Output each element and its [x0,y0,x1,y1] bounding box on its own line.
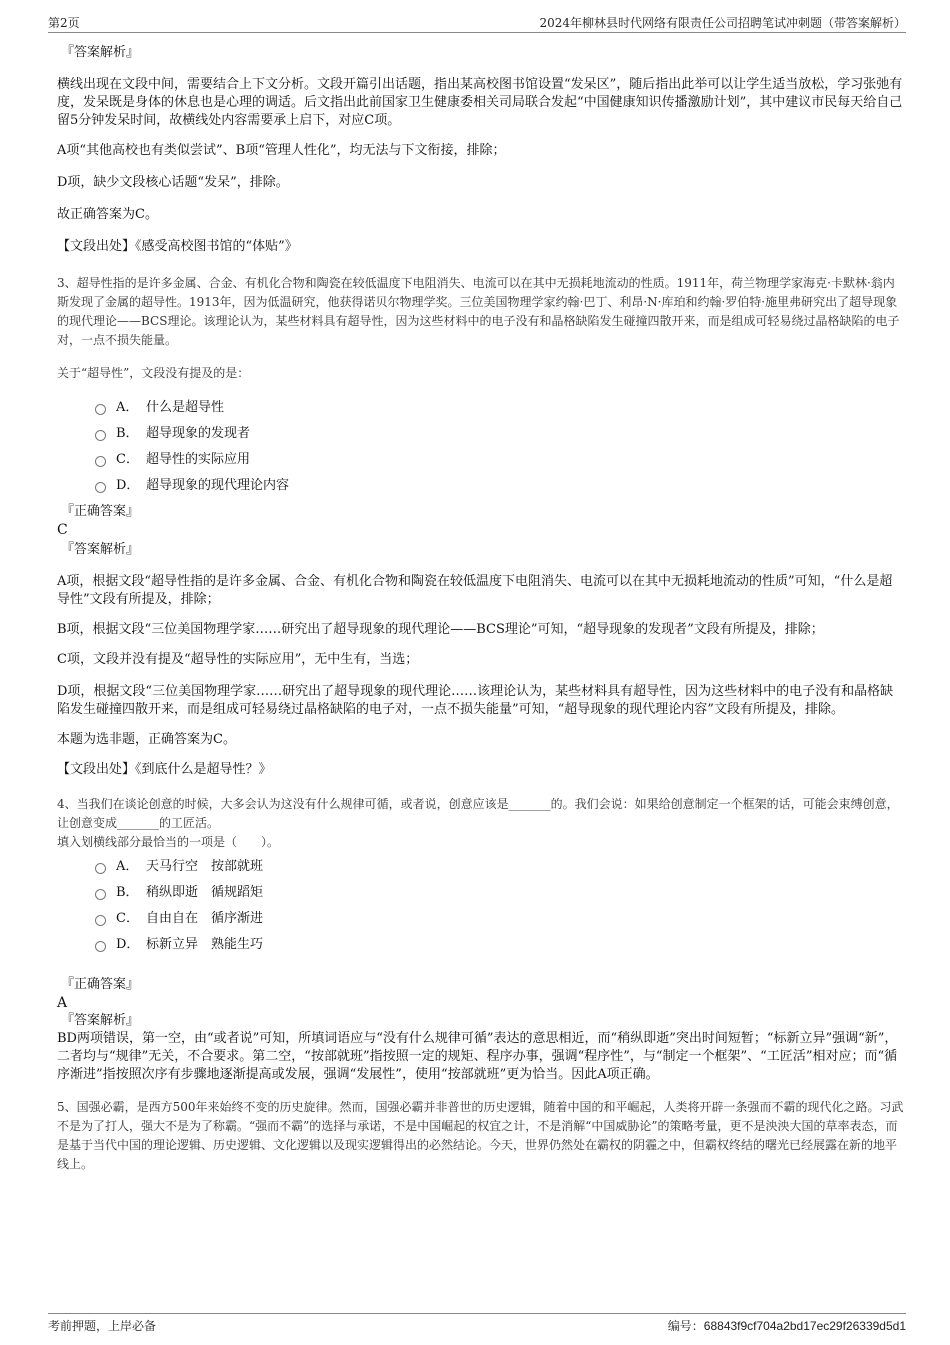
document-code-label: 编号： [667,1319,704,1333]
radio-icon[interactable] [95,941,106,952]
q2-explain-para-1: 横线出现在文段中间，需要结合上下文分析。文段开篇引出话题，指出某高校图书馆设置“发呆区”，随后指出此举可以让学生适当放松，学习张弛有度，发呆既是身体的休息也是心理的调适。后文指出此前国家卫生健康委相关司局联合发起“中国健康知识传播激励计划”，其中建议市民每天给自己留5分钟发呆时间，故横线处内容需要承上启下，对应C项。 [57,77,903,128]
document-code-value: 68843f9cf704a2bd17ec29f26339d5d1 [703,1319,906,1333]
radio-icon[interactable] [95,430,106,441]
q4-explain: BD两项错误，第一空，由“或者说”可知，所填词语应与“没有什么规律可循”表达的意思相近，而“稍纵即逝”突出时间短暂；“标新立异”强调“新”，二者均与“规律”无关，不合要求。第二空，“按部就班”指按照一定的规矩、程序办事，强调“程序性”，与“制定一个框架”、“工匠活”相对应；而“循序渐进”指按照次序有步骤地逐渐提高或发展，强调“发展性”，使用“按部就班”更为恰当。因此A项正确。 [57,1031,898,1082]
q3-explain-para-b: B项，根据文段“三位美国物理学家……研究出了超导现象的现代理论——BCS理论”可知，“超导现象的发现者”文段有所提及，排除； [57,622,824,637]
q4-option-b[interactable]: B． 稍纵即逝 循规蹈矩 [95,880,904,906]
radio-icon[interactable] [95,482,106,493]
q3-option-d[interactable]: D． 超导现象的现代理论内容 [95,473,904,499]
q4-option-c[interactable]: C． 自由自在 循序渐进 [95,906,904,932]
q2-explain-para-3: D项，缺少文段核心话题“发呆”，排除。 [57,175,289,190]
radio-icon[interactable] [95,456,106,467]
q3-explain-label: 『答案解析』 [61,542,140,557]
footer-slogan: 考前押题，上岸必备 [48,1319,157,1333]
q3-answer: C [57,522,68,538]
document-code [668,1317,906,1334]
q2-explain-label: 『答案解析』 [61,45,140,60]
page-footer [48,1313,906,1335]
radio-icon[interactable] [95,889,106,900]
q4-option-a[interactable]: A． 天马行空 按部就班 [95,854,904,880]
q3-source: 【文段出处】《到底什么是超导性？》 [57,762,272,777]
q4-answer-label: 『正确答案』 [61,977,140,992]
q4-options [95,854,904,958]
q4-answer: A [57,995,68,1011]
q3-option-b[interactable]: B． 超导现象的发现者 [95,421,904,447]
q3-explain-conclusion: 本题为选非题，正确答案为C。 [57,732,236,747]
q2-source: 【文段出处】《感受高校图书馆的“体贴”》 [57,239,298,254]
q3-option-a[interactable]: A． 什么是超导性 [95,395,904,421]
q3-passage: 3、超导性指的是许多金属、合金、有机化合物和陶瓷在较低温度下电阻消失、电流可以在其中无损耗地流动的性质。1911年，荷兰物理学家海克·卡默林·翁内斯发现了金属的超导性。1913年，因为低温研究，他获得诺贝尔物理学奖。三位美国物理学家约翰·巴丁、利昂·N·库珀和约翰·罗伯特·施里弗研究出了超导现象的现代理论——BCS理论。该理论认为，某些材料具有超导性，因为这些材料中的电子没有和晶格缺陷发生碰撞四散开来，而是组成可轻易绕过晶格缺陷的电子对，一点不损失能量。 [57,276,900,347]
radio-icon[interactable] [95,404,106,415]
q4-option-d[interactable]: D． 标新立异 熟能生巧 [95,932,904,958]
q3-option-c[interactable]: C． 超导性的实际应用 [95,447,904,473]
q4-passage: 4、当我们在谈论创意的时候，大多会认为这没有什么规律可循，或者说，创意应该是_______的。我们会说：如果给创意制定一个框架的话，可能会束缚创意，让创意变成_______的工匠活。 [57,797,899,830]
q2-explain-conclusion: 故正确答案为C。 [57,207,158,222]
q4-question: 填入划横线部分最恰当的一项是（ ）。 [57,835,280,849]
radio-icon[interactable] [95,863,106,874]
q3-question: 关于“超导性”，文段没有提及的是： [57,366,250,380]
page-content [57,44,904,1174]
q3-explain-para-a: A项，根据文段“超导性指的是许多金属、合金、有机化合物和陶瓷在较低温度下电阻消失、电流可以在其中无损耗地流动的性质”可知，“什么是超导性”文段有所提及，排除； [57,574,893,607]
radio-icon[interactable] [95,915,106,926]
q3-options [95,395,904,499]
q2-explain-para-2: A项“其他高校也有类似尝试”、B项“管理人性化”，均无法与下文衔接，排除； [57,143,506,158]
page-number: 第2页 [48,16,80,30]
q3-answer-label: 『正确答案』 [61,504,140,519]
q5-passage: 5、国强必霸，是西方500年来始终不变的历史旋律。然而，国强必霸并非普世的历史逻辑，随着中国的和平崛起，人类将开辟一条强而不霸的现代化之路。习武不是为了打人，强大不是为了称霸。“强而不霸”的选择与承诺，不是中国崛起的权宜之计，不是消解“中国威胁论”的策略考量，更不是泱泱大国的草率表态，而是基于当代中国的理论逻辑、历史逻辑、文化逻辑以及现实逻辑得出的必然结论。今天，世界仍然处在霸权的阴霾之中，但霸权终结的曙光已经展露在新的地平线上。 [57,1100,904,1171]
q3-explain-para-c: C项，文段并没有提及“超导性的实际应用”，无中生有，当选； [57,652,419,667]
document-title: 2024年柳林县时代网络有限责任公司招聘笔试冲刺题（带答案解析） [539,16,906,30]
q3-explain-para-d: D项，根据文段“三位美国物理学家……研究出了超导现象的现代理论……该理论认为，某些材料具有超导性，因为这些材料中的电子没有和晶格缺陷发生碰撞四散开来，而是组成可轻易绕过晶格缺陷的电子对，一点不损失能量”可知，“超导现象的现代理论内容”文段有所提及，排除。 [57,684,894,717]
q4-explain-label: 『答案解析』 [61,1013,140,1028]
page-header [48,14,906,33]
